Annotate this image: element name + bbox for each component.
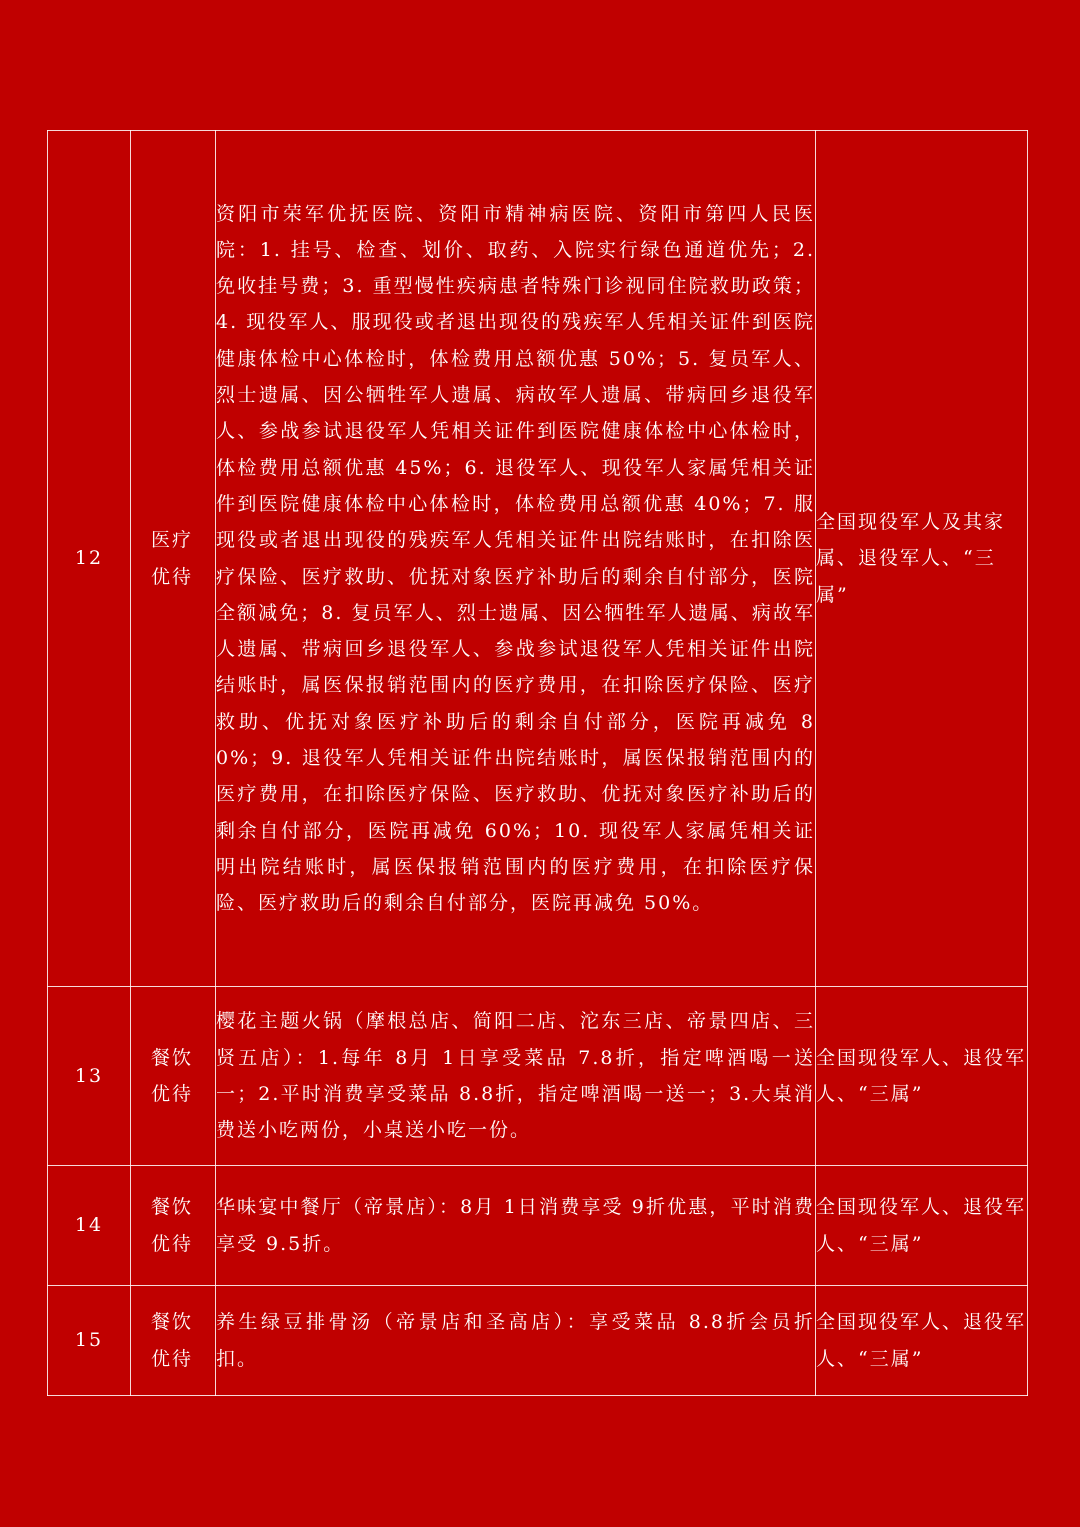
row-number: 15 [48,1286,131,1396]
row-category: 餐饮优待 [151,1311,194,1370]
table-row [48,1166,1028,1286]
row-category: 医疗优待 [151,529,194,588]
row-category: 餐饮优待 [151,1046,194,1105]
table-row [48,987,1028,1166]
table-row [48,1286,1028,1396]
row-content: 樱花主题火锅（摩根总店、简阳二店、沱东三店、帝景四店、三贤五店）：1.每年 8月 1日享受菜品 7.8折，指定啤酒喝一送一；2.平时消费享受菜品 8.8折，指定啤酒喝一送一；3.大桌消费送小吃两份，小桌送小吃一份。 [216,987,816,1166]
row-content: 华味宴中餐厅（帝景店）：8月 1日消费享受 9折优惠，平时消费享受 9.5折。 [216,1166,816,1286]
row-number: 13 [48,987,131,1166]
row-category: 餐饮优待 [151,1196,194,1255]
row-content: 资阳市荣军优抚医院、资阳市精神病医院、资阳市第四人民医院：1. 挂号、检查、划价、取药、入院实行绿色通道优先；2. 免收挂号费；3. 重型慢性疾病患者特殊门诊视同住院救助政策；4. 现役军人、服现役或者退出现役的残疾军人凭相关证件到医院健康体检中心体检时，体检费用总额优惠 50%；5. 复员军人、烈士遗属、因公牺牲军人遗属、病故军人遗属、带病回乡退役军人、参战参试退役军人凭相关证件到医院健康体检中心体检时，体检费用总额优惠 45%；6. 退役军人、现役军人家属凭相关证件到医院健康体检中心体检时，体检费用总额优惠 40%；7. 服现役或者退出现役的残疾军人凭相关证件出院结账时，在扣除医疗保险、医疗救助、优抚对象医疗补助后的剩余自付部分，医院全额减免；8. 复员军人、烈士遗属、因公牺牲军人遗属、病故军人遗属、带病回乡退役军人、参战参试退役军人凭相关证件出院结账时，属医保报销范围内的医疗费用，在扣除医疗保险、医疗救助、优抚对象医疗补助后的剩余自付部分，医院再减免 80%；9. 退役军人凭相关证件出院结账时，属医保报销范围内的医疗费用，在扣除医疗保险、医疗救助、优抚对象医疗补助后的剩余自付部分，医院再减免 60%；10. 现役军人家属凭相关证明出院结账时，属医保报销范围内的医疗费用，在扣除医疗保险、医疗救助后的剩余自付部分，医院再减免 50%。 [216,131,816,987]
row-content: 养生绿豆排骨汤（帝景店和圣高店）：享受菜品 8.8折会员折扣。 [216,1286,816,1396]
row-number: 12 [48,131,131,987]
row-scope: 全国现役军人及其家属、退役军人、“三属” [816,131,1028,987]
benefits-table [47,130,1028,1396]
row-scope: 全国现役军人、退役军人、“三属” [816,1166,1028,1286]
row-scope: 全国现役军人、退役军人、“三属” [816,987,1028,1166]
row-scope: 全国现役军人、退役军人、“三属” [816,1286,1028,1396]
row-number: 14 [48,1166,131,1286]
table-row [48,131,1028,987]
